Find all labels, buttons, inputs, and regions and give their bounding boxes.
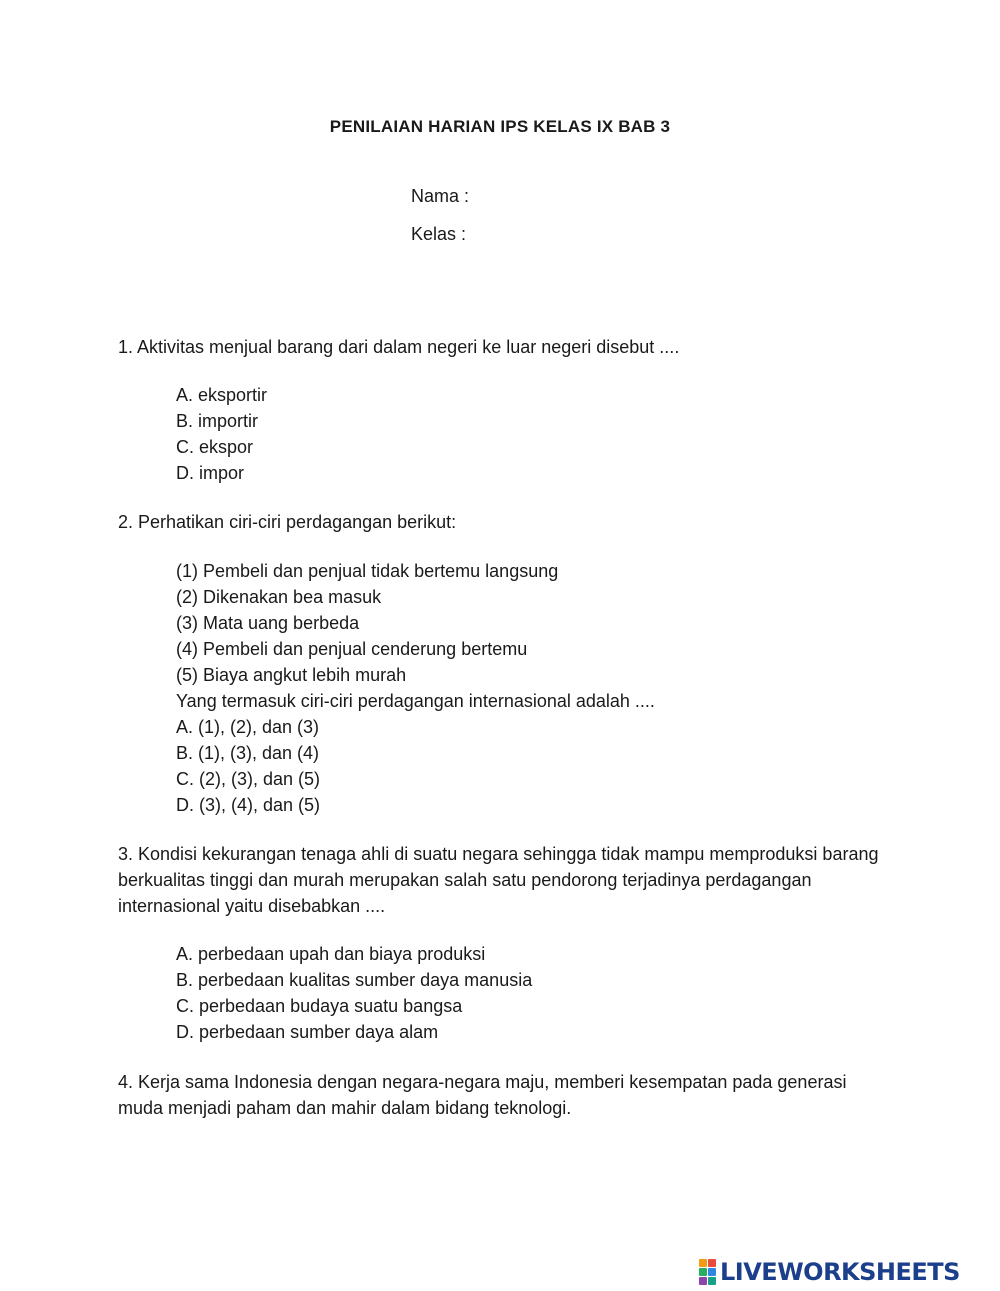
question-3-options bbox=[176, 941, 876, 1045]
question-2-body bbox=[176, 558, 876, 818]
statement-5: (5) Biaya angkut lebih murah bbox=[176, 665, 407, 685]
option-b: B. importir bbox=[176, 411, 259, 431]
option-b: B. perbedaan kualitas sumber daya manusia bbox=[176, 970, 533, 990]
statement-1: (1) Pembeli dan penjual tidak bertemu langsung bbox=[176, 561, 559, 581]
logo-text: LIVEWORKSHEETS bbox=[720, 1258, 960, 1286]
statement-3: (3) Mata uang berbeda bbox=[176, 613, 360, 633]
question-1-options bbox=[176, 382, 876, 486]
option-a: A. perbedaan upah dan biaya produksi bbox=[176, 944, 486, 964]
option-d: D. (3), (4), dan (5) bbox=[176, 795, 321, 815]
statement-2: (2) Dikenakan bea masuk bbox=[176, 587, 382, 607]
liveworksheets-logo bbox=[699, 1259, 960, 1285]
question-2-prompt: Yang termasuk ciri-ciri perdagangan internasional adalah .... bbox=[176, 691, 655, 711]
option-d: D. impor bbox=[176, 463, 245, 483]
statement-4: (4) Pembeli dan penjual cenderung bertemu bbox=[176, 639, 528, 659]
kelas-label: Kelas : bbox=[411, 224, 467, 244]
option-c: C. (2), (3), dan (5) bbox=[176, 769, 321, 789]
logo-mark-icon bbox=[699, 1259, 716, 1285]
option-a: A. (1), (2), dan (3) bbox=[176, 717, 320, 737]
question-2-text: 2. Perhatikan ciri-ciri perdagangan berikut: bbox=[118, 512, 457, 532]
question-1-text: 1. Aktivitas menjual barang dari dalam negeri ke luar negeri disebut .... bbox=[118, 337, 680, 357]
option-b: B. (1), (3), dan (4) bbox=[176, 743, 320, 763]
nama-label: Nama : bbox=[411, 186, 470, 206]
option-c: C. perbedaan budaya suatu bangsa bbox=[176, 996, 463, 1016]
question-4-text: 4. Kerja sama Indonesia dengan negara-negara maju, memberi kesempatan pada generasi muda menjadi paham dan mahir dalam bidang teknologi. bbox=[118, 1072, 847, 1118]
option-c: C. ekspor bbox=[176, 437, 254, 457]
option-a: A. eksportir bbox=[176, 385, 268, 405]
question-3-text: 3. Kondisi kekurangan tenaga ahli di suatu negara sehingga tidak mampu memproduksi barang berkualitas tinggi dan murah merupakan salah satu pendorong terjadinya perdagangan internasional yaitu disebabkan .... bbox=[118, 844, 879, 916]
page-title: PENILAIAN HARIAN IPS KELAS IX BAB 3 bbox=[329, 117, 671, 136]
option-d: D. perbedaan sumber daya alam bbox=[176, 1022, 439, 1042]
